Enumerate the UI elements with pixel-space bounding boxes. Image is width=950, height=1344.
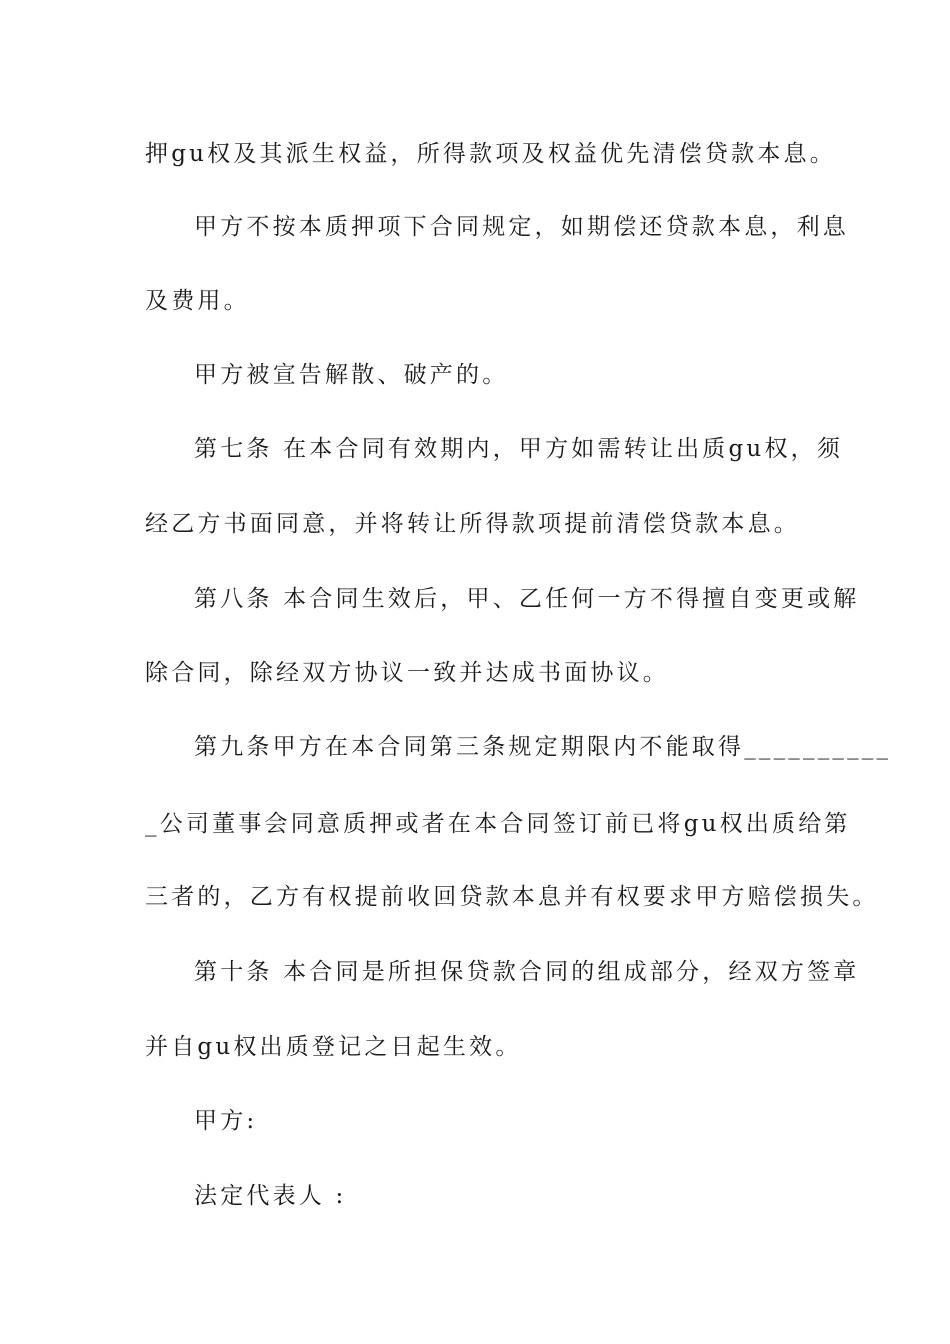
paragraph-line: 经乙方书面同意，并将转让所得款项提前清偿贷款本息。 bbox=[145, 511, 800, 537]
paragraph-line: 三者的，乙方有权提前收回贷款本息并有权要求甲方赔偿损失。 bbox=[145, 884, 879, 910]
paragraph-line: 第十条 本合同是所担保贷款合同的组成部分，经双方签章 bbox=[194, 959, 860, 985]
paragraph-line: _公司董事会同意质押或者在本合同签订前已将gu权出质给第 bbox=[145, 811, 851, 837]
paragraph-line: 甲方被宣告解散、破产的。 bbox=[194, 362, 509, 388]
paragraph-line: 并自gu权出质登记之日起生效。 bbox=[145, 1034, 522, 1060]
paragraph-line: 押gu权及其派生权益，所得款项及权益优先清偿贷款本息。 bbox=[145, 141, 836, 167]
paragraph-line: 第九条甲方在本合同第三条规定期限内不能取得__________ bbox=[194, 734, 892, 760]
paragraph-line: 甲方不按本质押项下合同规定，如期偿还贷款本息，利息 bbox=[194, 214, 849, 240]
signature-label-legal-representative: 法定代表人 : bbox=[194, 1183, 347, 1209]
paragraph-line: 及费用。 bbox=[145, 288, 250, 314]
paragraph-line: 除合同，除经双方协议一致并达成书面协议。 bbox=[145, 660, 669, 686]
paragraph-line: 第七条 在本合同有效期内，甲方如需转让出质gu权，须 bbox=[194, 436, 844, 462]
paragraph-line: 第八条 本合同生效后，甲、乙任何一方不得擅自变更或解 bbox=[194, 586, 860, 612]
signature-label-party-a: 甲方: bbox=[194, 1108, 258, 1134]
